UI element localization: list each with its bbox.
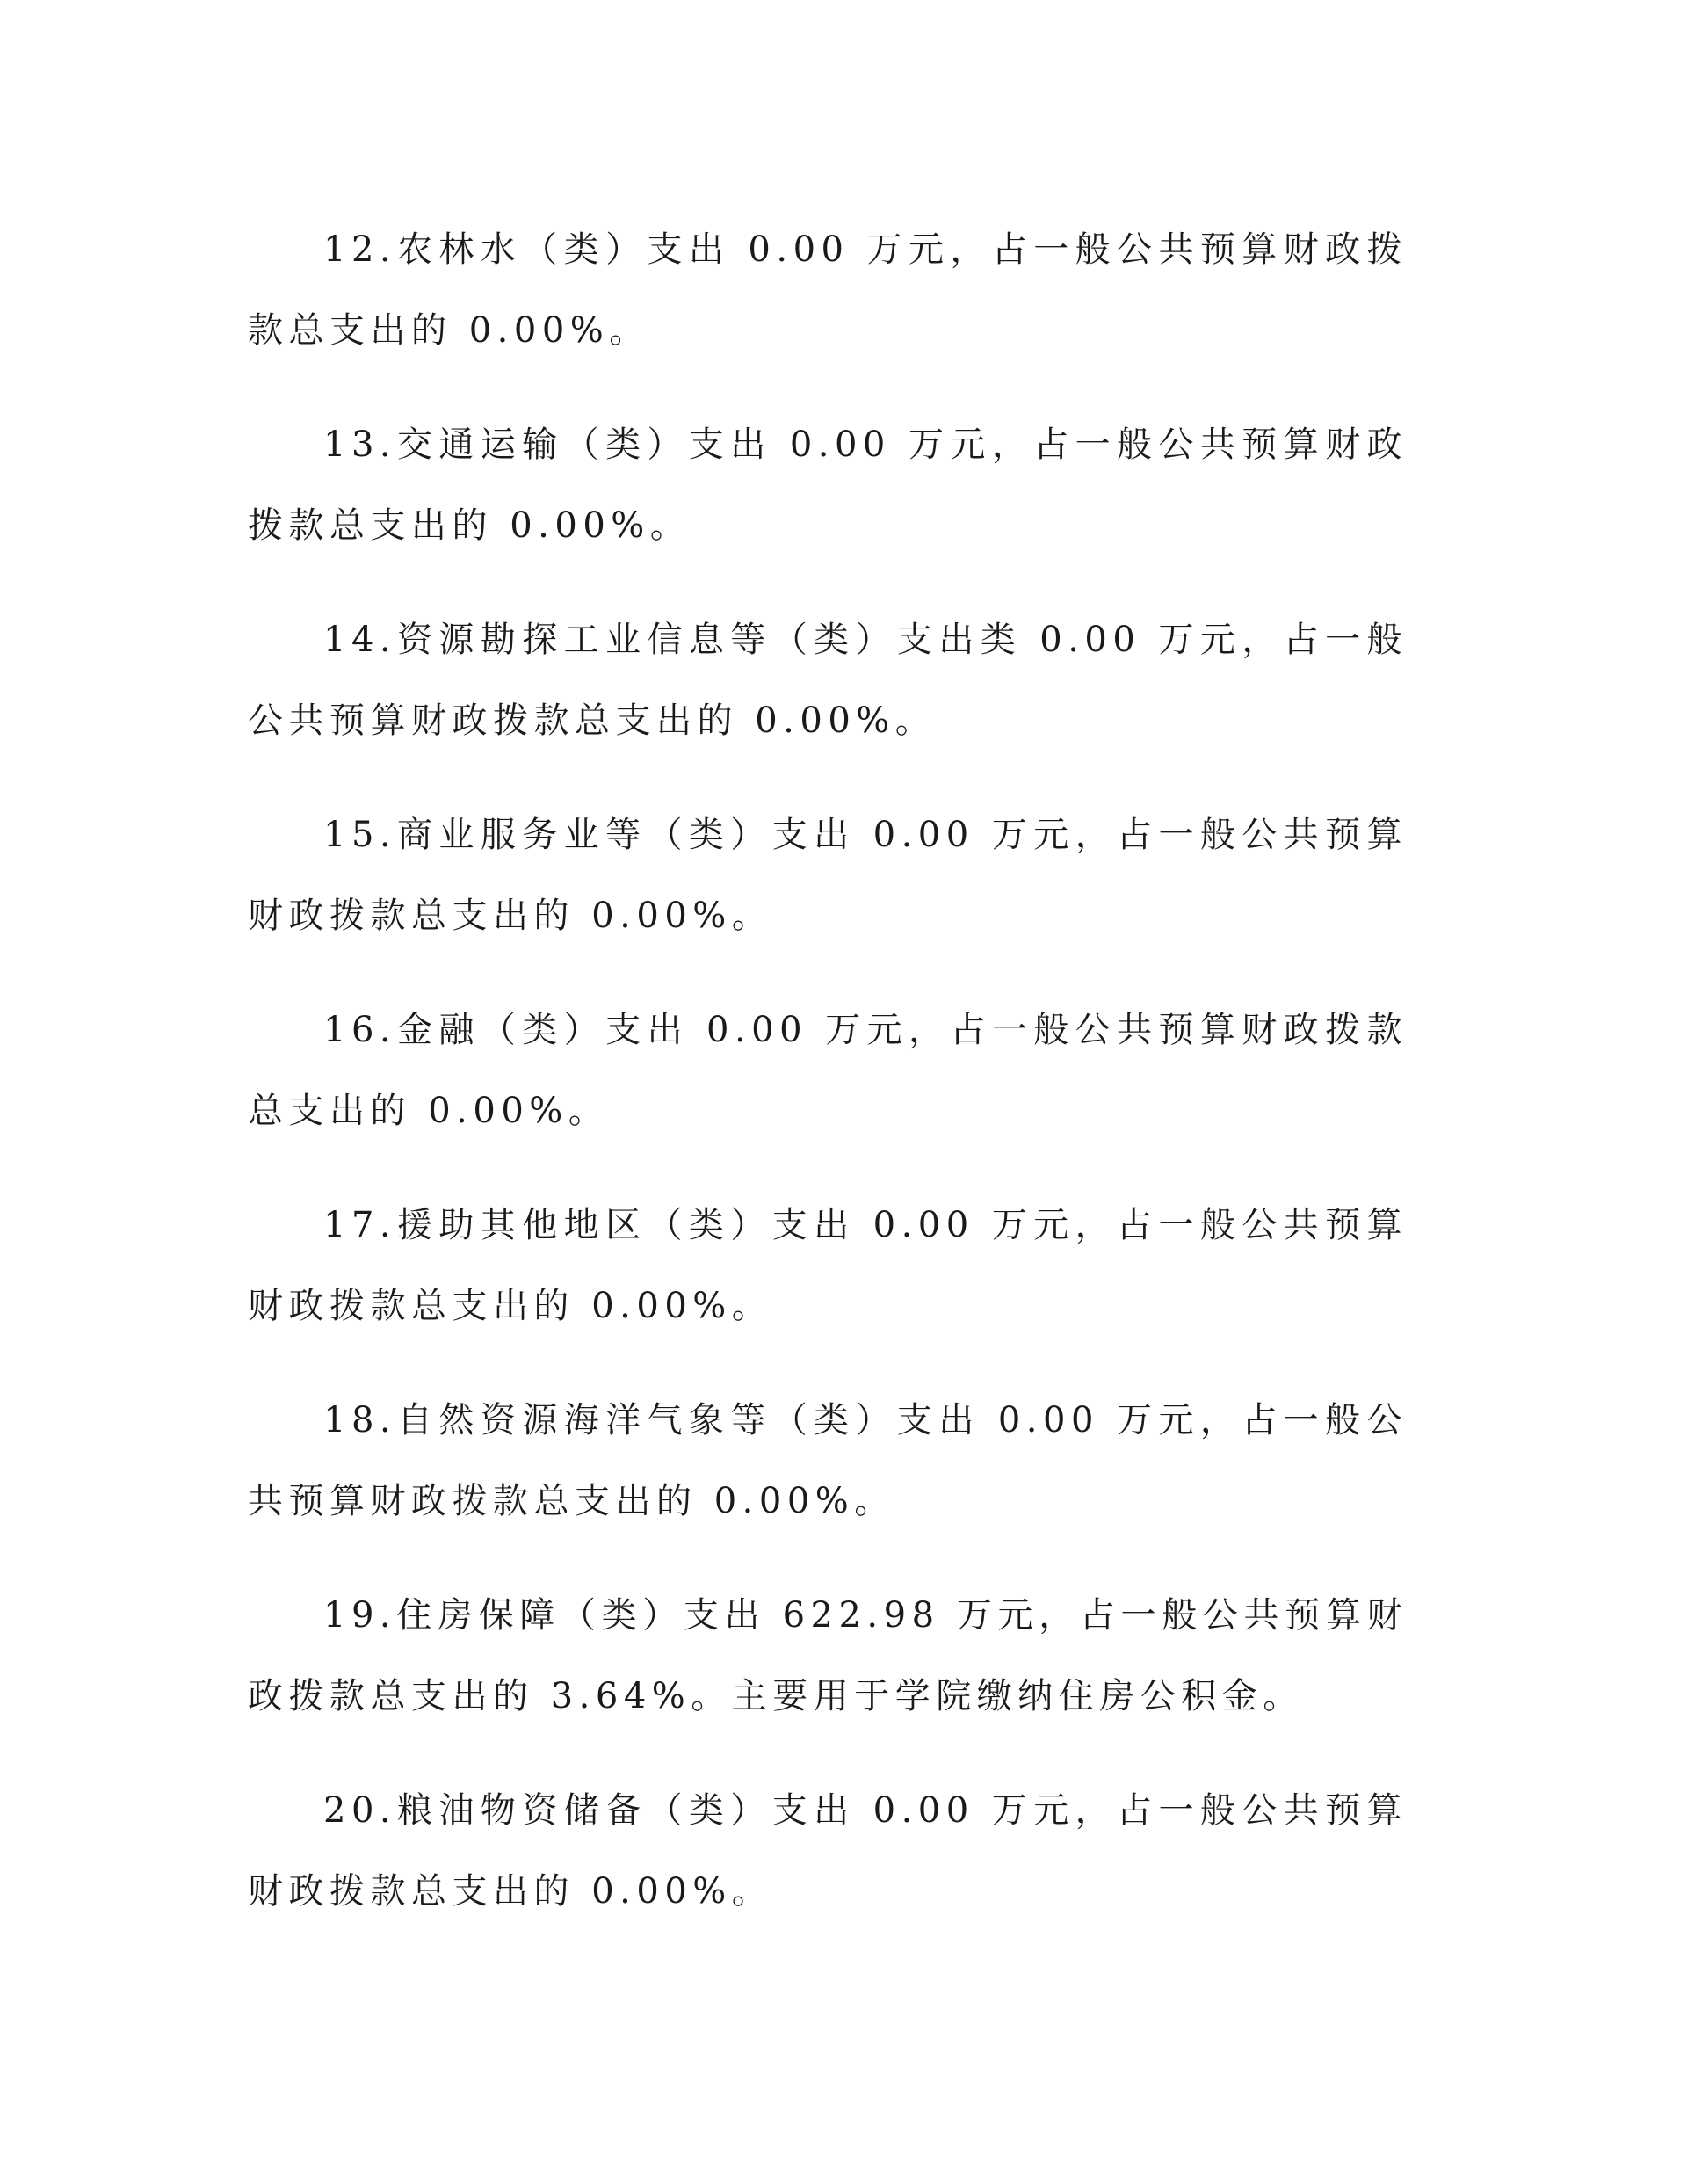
paragraph-item-13: 13.交通运输（类）支出 0.00 万元，占一般公共预算财政拨款总支出的 0.00%。 bbox=[248, 424, 1408, 546]
document-body bbox=[248, 209, 1408, 1965]
paragraph-item-18: 18.自然资源海洋气象等（类）支出 0.00 万元，占一般公共预算财政拨款总支出的 0.00%。 bbox=[248, 1400, 1408, 1521]
paragraph-item-20: 20.粮油物资储备（类）支出 0.00 万元，占一般公共预算财政拨款总支出的 0.00%。 bbox=[248, 1790, 1408, 1912]
paragraph-item-15: 15.商业服务业等（类）支出 0.00 万元，占一般公共预算财政拨款总支出的 0.00%。 bbox=[248, 815, 1408, 936]
paragraph-item-12: 12.农林水（类）支出 0.00 万元，占一般公共预算财政拨款总支出的 0.00%。 bbox=[248, 229, 1408, 351]
paragraph-item-16: 16.金融（类）支出 0.00 万元，占一般公共预算财政拨款总支出的 0.00%。 bbox=[248, 1010, 1408, 1131]
paragraph-item-19: 19.住房保障（类）支出 622.98 万元，占一般公共预算财政拨款总支出的 3.64%。主要用于学院缴纳住房公积金。 bbox=[248, 1595, 1408, 1716]
paragraph-item-14: 14.资源勘探工业信息等（类）支出类 0.00 万元，占一般公共预算财政拨款总支出的 0.00%。 bbox=[248, 620, 1408, 741]
paragraph-item-17: 17.援助其他地区（类）支出 0.00 万元，占一般公共预算财政拨款总支出的 0.00%。 bbox=[248, 1205, 1408, 1326]
